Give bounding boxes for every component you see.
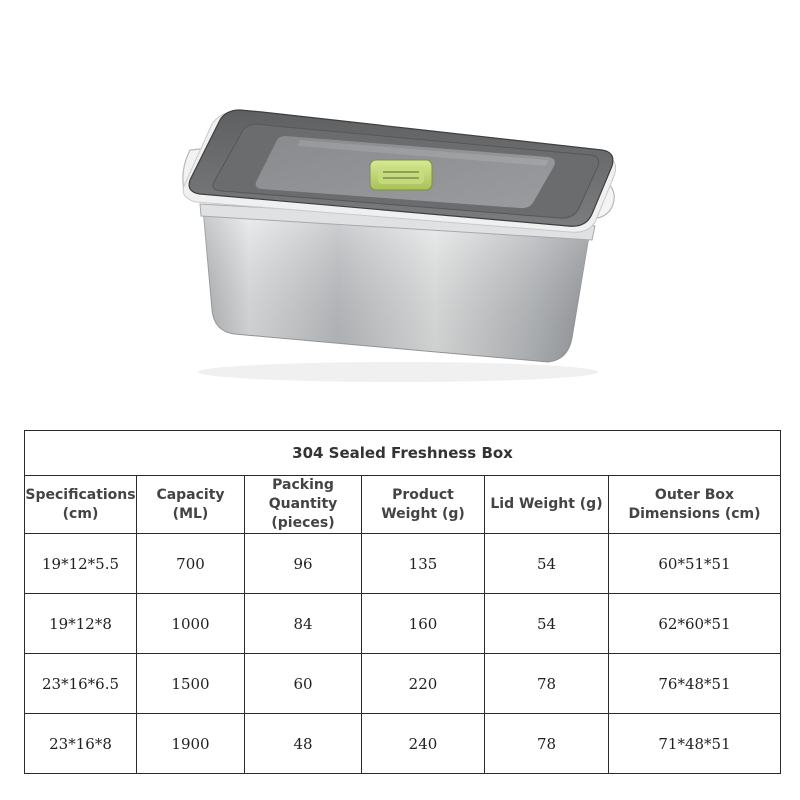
cell-lid-weight: 54 [485, 594, 609, 654]
cell-specifications: 23*16*6.5 [25, 654, 137, 714]
header-lid-weight-line-1: Lid Weight (g) [490, 496, 603, 512]
cell-product-weight: 135 [362, 534, 485, 594]
cell-outer-box-dimensions: 60*51*51 [609, 534, 781, 594]
cell-outer-box-dimensions: 76*48*51 [609, 654, 781, 714]
cell-lid-weight: 54 [485, 534, 609, 594]
header-capacity-line-1: Capacity [156, 486, 225, 503]
header-specifications-line-2: (cm) [62, 505, 99, 522]
table-row [25, 714, 781, 774]
cell-outer-box-dimensions: 71*48*51 [609, 714, 781, 774]
table-row [25, 534, 781, 594]
cell-capacity: 700 [137, 534, 245, 594]
cell-capacity: 1500 [137, 654, 245, 714]
table-title: 304 Sealed Freshness Box [25, 431, 781, 476]
header-product-weight-line-1: Product [392, 486, 454, 503]
cell-lid-weight: 78 [485, 714, 609, 774]
table-title-row [25, 431, 781, 476]
cell-packing-quantity: 84 [245, 594, 362, 654]
header-capacity-line-2: (ML) [172, 505, 209, 522]
cell-packing-quantity: 48 [245, 714, 362, 774]
cell-capacity: 1000 [137, 594, 245, 654]
table-row [25, 594, 781, 654]
cell-outer-box-dimensions: 62*60*51 [609, 594, 781, 654]
header-specifications-line-1: Specifications [25, 486, 136, 503]
cell-product-weight: 160 [362, 594, 485, 654]
specifications-table [24, 430, 781, 774]
header-capacity [137, 476, 245, 534]
header-outer-box-line-2: Dimensions (cm) [628, 505, 761, 522]
header-specifications [25, 476, 137, 534]
cell-product-weight: 220 [362, 654, 485, 714]
header-product-weight-line-2: Weight (g) [381, 505, 465, 522]
header-packing-quantity-line-2: Quantity [268, 496, 338, 512]
cell-capacity: 1900 [137, 714, 245, 774]
header-packing-quantity [245, 476, 362, 534]
header-outer-box-dimensions [609, 476, 781, 534]
header-packing-quantity-line-1: Packing [272, 477, 334, 493]
cell-specifications: 19*12*5.5 [25, 534, 137, 594]
cell-specifications: 23*16*8 [25, 714, 137, 774]
cell-packing-quantity: 60 [245, 654, 362, 714]
header-outer-box-line-1: Outer Box [654, 486, 735, 503]
cell-packing-quantity: 96 [245, 534, 362, 594]
table-row [25, 654, 781, 714]
cell-lid-weight: 78 [485, 654, 609, 714]
header-lid-weight [485, 476, 609, 534]
header-packing-quantity-line-3: (pieces) [271, 515, 335, 531]
header-product-weight [362, 476, 485, 534]
cell-specifications: 19*12*8 [25, 594, 137, 654]
cell-product-weight: 240 [362, 714, 485, 774]
table-header-row [25, 476, 781, 534]
